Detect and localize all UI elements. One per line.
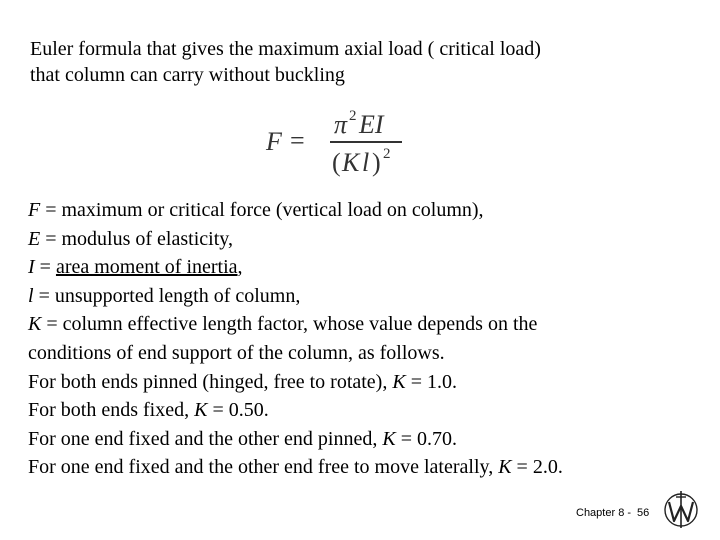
formula-pi-exponent: 2 bbox=[349, 108, 357, 124]
intro-text bbox=[30, 36, 690, 88]
formula-numerator-ei: EI bbox=[359, 110, 384, 139]
slide-footer bbox=[576, 507, 649, 519]
case-both-fixed bbox=[28, 396, 708, 425]
formula-denominator-open: ( bbox=[332, 148, 341, 177]
wiley-logo-icon bbox=[660, 488, 702, 530]
intro-line-2: that column can carry without buckling bbox=[30, 64, 345, 86]
case-text: For one end fixed and the other end pinned, bbox=[28, 427, 383, 450]
case-both-pinned bbox=[28, 368, 708, 397]
case-text: For both ends fixed, bbox=[28, 399, 195, 422]
case-value: = 0.50. bbox=[207, 399, 269, 422]
intro-line-1: Euler formula that gives the maximum axial load ( critical load) bbox=[30, 38, 541, 60]
symbol-f: F bbox=[28, 199, 41, 221]
definition-l-text: = unsupported length of column, bbox=[33, 284, 301, 307]
definitions-list bbox=[28, 196, 708, 482]
definition-e bbox=[28, 225, 708, 254]
definition-k bbox=[28, 310, 708, 339]
case-value: = 1.0. bbox=[405, 370, 457, 393]
formula-denominator-l: l bbox=[362, 148, 370, 177]
symbol-k: K bbox=[28, 313, 42, 336]
case-value: = 0.70. bbox=[395, 427, 457, 450]
definition-e-text: = modulus of elasticity, bbox=[40, 227, 233, 250]
definition-f-text: = maximum or critical force (vertical load on column), bbox=[40, 199, 484, 221]
page-number: 56 bbox=[637, 507, 650, 519]
formula-pi: π bbox=[334, 110, 348, 139]
case-symbol-k: K bbox=[382, 427, 396, 450]
definition-f bbox=[28, 196, 708, 225]
formula-equals: = bbox=[290, 126, 305, 155]
case-text: For both ends pinned (hinged, free to rotate), bbox=[28, 370, 393, 393]
euler-formula bbox=[262, 103, 412, 183]
definition-i bbox=[28, 253, 708, 282]
case-symbol-k: K bbox=[392, 370, 406, 393]
definition-i-tail: , bbox=[237, 256, 243, 279]
symbol-e: E bbox=[28, 227, 41, 250]
case-value: = 2.0. bbox=[511, 456, 563, 479]
formula-denominator-close: ) bbox=[372, 148, 381, 177]
case-text: For one end fixed and the other end free to move laterally, bbox=[28, 456, 499, 479]
area-moment-of-inertia-link[interactable]: area moment of inertia bbox=[55, 256, 238, 279]
chapter-label: Chapter 8 - bbox=[576, 507, 632, 519]
formula-denominator-k: K bbox=[342, 148, 360, 177]
definition-k-continued: conditions of end support of the column, as follows. bbox=[28, 341, 445, 364]
definition-i-eq: = bbox=[34, 256, 56, 279]
symbol-i: I bbox=[28, 256, 35, 279]
definition-k-text: = column effective length factor, whose value depends on the bbox=[41, 313, 538, 336]
case-fixed-pinned bbox=[28, 425, 708, 454]
formula-denominator-exponent: 2 bbox=[383, 146, 391, 162]
definition-l bbox=[28, 282, 708, 311]
formula-lhs: F bbox=[266, 127, 282, 156]
symbol-l: l bbox=[28, 284, 34, 307]
case-fixed-free bbox=[28, 453, 708, 482]
case-symbol-k: K bbox=[194, 399, 208, 422]
case-symbol-k: K bbox=[498, 456, 512, 479]
